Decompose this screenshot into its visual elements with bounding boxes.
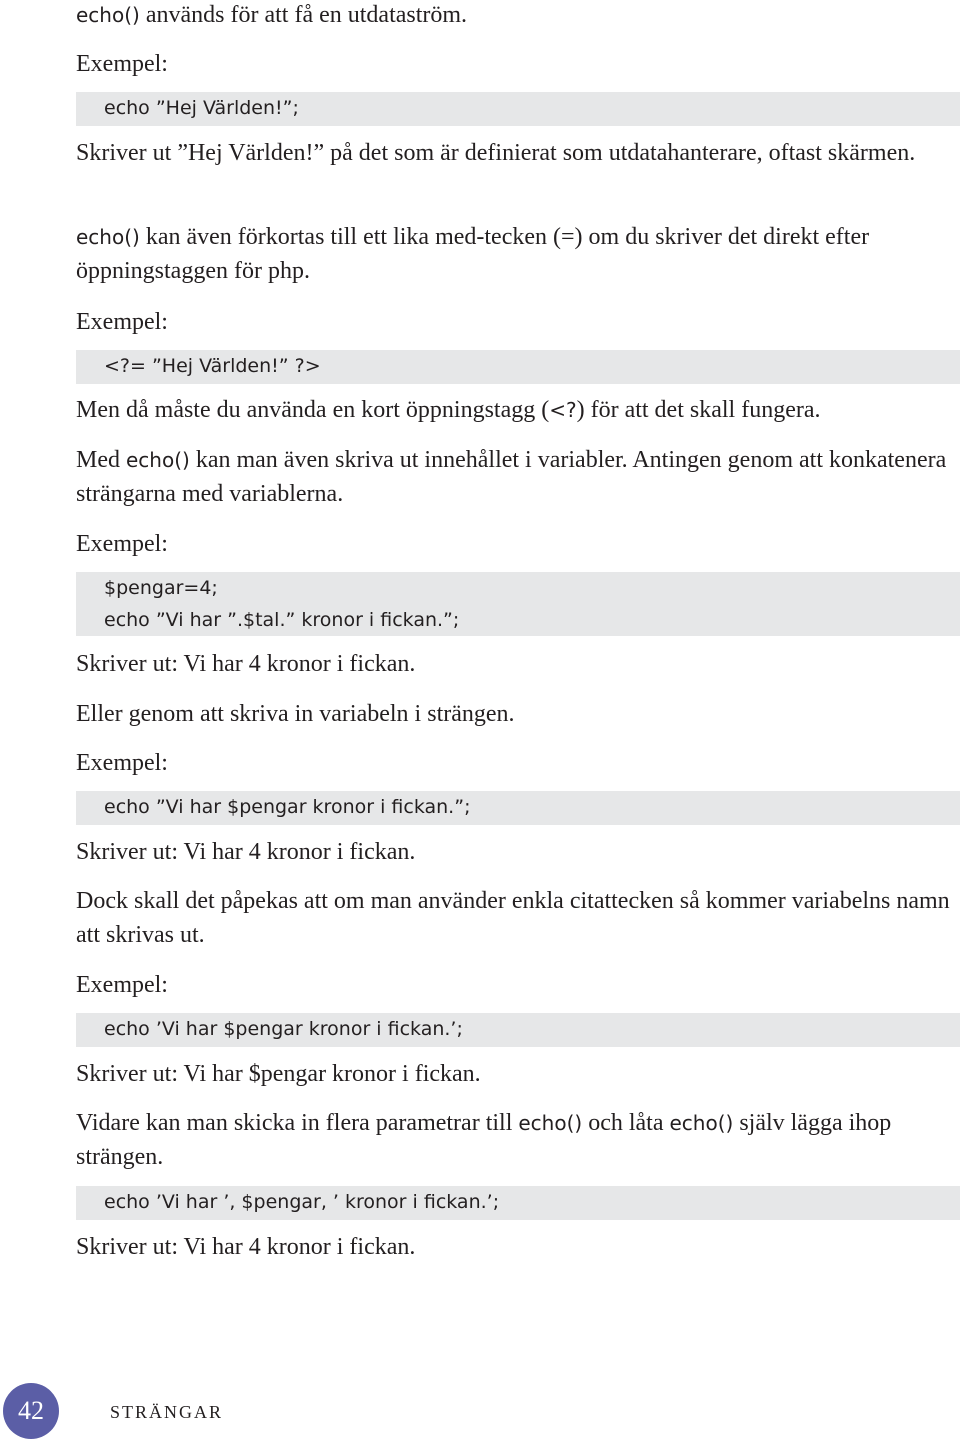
paragraph (76, 220, 960, 288)
page-number-badge: 42 (3, 1383, 59, 1439)
example-label: Exempel: (76, 51, 168, 77)
text: själv lägga ihop strängen. (76, 1110, 892, 1170)
inline-code: <? (549, 398, 577, 422)
inline-code: echo() (669, 1111, 734, 1135)
paragraph (76, 393, 960, 427)
paragraph-echo-intro (76, 0, 960, 32)
code-line: echo ”Vi har $pengar kronor i fickan.”; (104, 796, 471, 818)
text: Vidare kan man skicka in flera parametrar till (76, 1110, 519, 1136)
chapter-label: STRÄNGAR (110, 1402, 224, 1422)
paragraph: Dock skall det påpekas att om man använder enkla citattecken så kommer variabelns namn att skrivas ut. (76, 888, 950, 948)
text: används för att få en utdataström. (139, 2, 468, 28)
paragraph: Skriver ut: Vi har 4 kronor i fickan. (76, 839, 416, 865)
text: kan man även skriva ut innehållet i variabler. Antingen genom att konkatenera strängarna med variablerna. (76, 447, 947, 507)
code-line: echo ”Vi har ”.$tal.” kronor i fickan.”; (104, 609, 460, 631)
paragraph: Skriver ut ”Hej Världen!” på det som är definierat som utdatahanterare, oftast skärmen. (76, 140, 916, 166)
inline-code: echo() (76, 225, 140, 249)
inline-code: echo() (518, 1111, 583, 1135)
inline-code: echo() (76, 3, 140, 27)
code-line: echo ’Vi har ’, $pengar, ’ kronor i fickan.’; (104, 1191, 500, 1213)
example-label: Exempel: (76, 309, 168, 335)
inline-code: echo() (126, 448, 190, 472)
code-block (76, 1186, 960, 1220)
example-label: Exempel: (76, 531, 168, 557)
paragraph (76, 1106, 960, 1174)
paragraph: Eller genom att skriva in variabeln i strängen. (76, 701, 515, 727)
code-block (76, 350, 960, 384)
code-line: echo ”Hej Världen!”; (104, 97, 299, 119)
text: kan även förkortas till ett lika med-tecken (=) om du skriver det direkt efter öppningstaggen för php. (76, 224, 870, 284)
paragraph (76, 443, 960, 511)
text: Med (76, 447, 126, 473)
paragraph: Skriver ut: Vi har 4 kronor i fickan. (76, 651, 416, 677)
code-line: $pengar=4; (104, 577, 218, 599)
paragraph: Skriver ut: Vi har 4 kronor i fickan. (76, 1234, 416, 1260)
example-label: Exempel: (76, 750, 168, 776)
code-block (76, 572, 960, 636)
text: ) för att det skall fungera. (576, 397, 821, 423)
code-line: echo ’Vi har $pengar kronor i fickan.’; (104, 1018, 463, 1040)
paragraph: Skriver ut: Vi har $pengar kronor i fickan. (76, 1061, 481, 1087)
text: och låta (582, 1110, 670, 1136)
code-line: <?= ”Hej Världen!” ?> (104, 355, 321, 377)
code-block (76, 92, 960, 126)
code-block (76, 1013, 960, 1047)
code-block (76, 791, 960, 825)
text: Men då måste du använda en kort öppningstagg ( (76, 397, 550, 423)
example-label: Exempel: (76, 972, 168, 998)
